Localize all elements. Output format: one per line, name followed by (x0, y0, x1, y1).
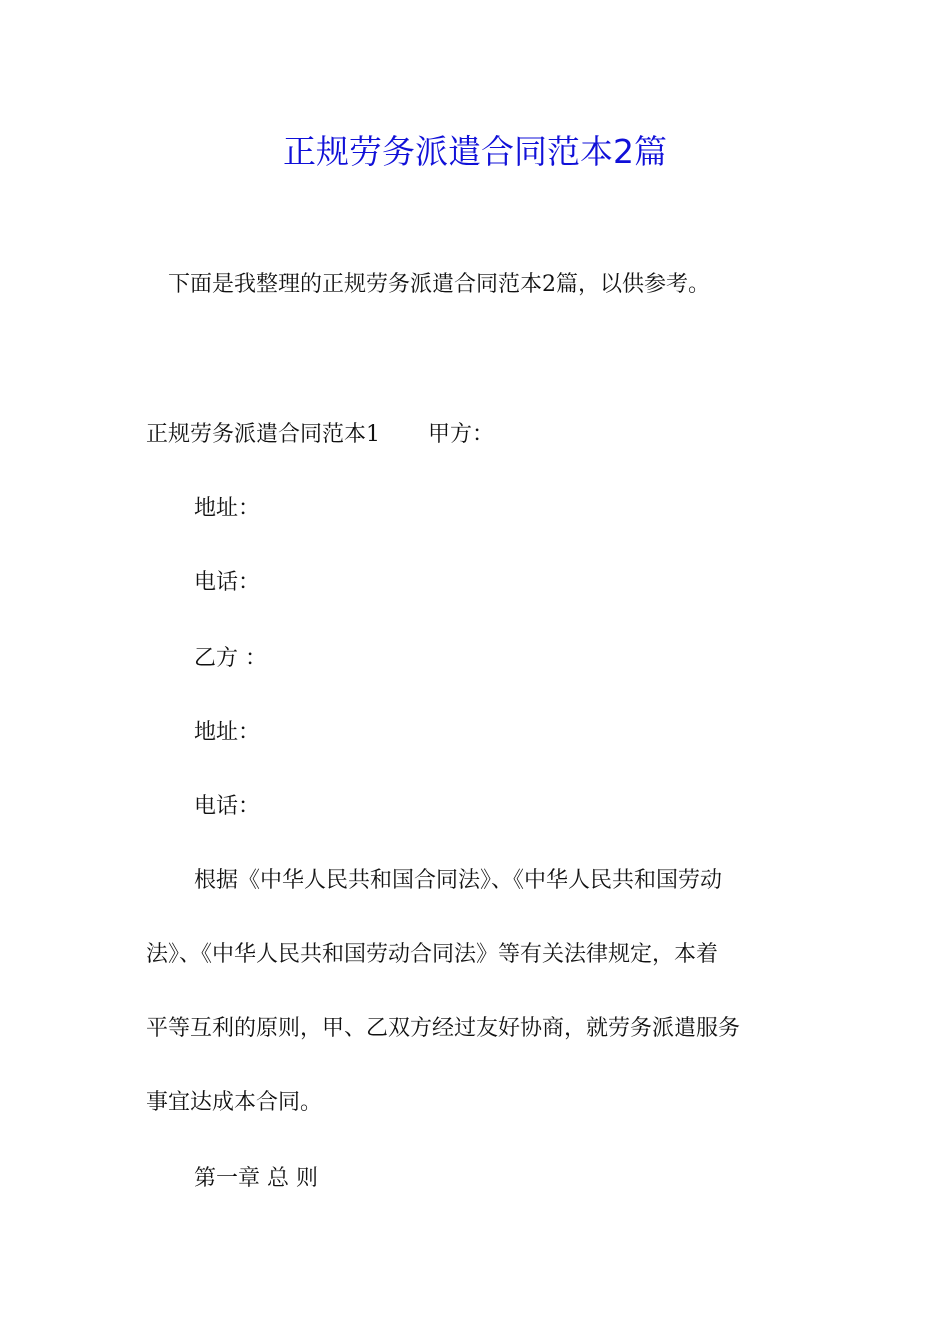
preamble-line: 平等互利的原则，甲、乙双方经过友好协商，就劳务派遣服务 (146, 1016, 741, 1041)
party-a-phone: 电话： (194, 570, 261, 595)
document-title: 正规劳务派遣合同范本2篇 (283, 132, 667, 171)
party-a-address: 地址： (194, 496, 261, 521)
intro-paragraph: 下面是我整理的正规劳务派遣合同范本2篇，以供参考。 (168, 272, 710, 297)
preamble-line: 法》、《中华人民共和国劳动合同法》等有关法律规定，本着 (146, 942, 719, 967)
section-heading: 正规劳务派遣合同范本1 (146, 422, 380, 447)
party-a-label: 甲方： (428, 422, 495, 447)
party-b-address: 地址： (194, 720, 261, 745)
preamble-line: 事宜达成本合同。 (146, 1090, 323, 1115)
chapter-heading: 第一章 总 则 (194, 1166, 318, 1191)
section-heading-row (146, 420, 494, 450)
preamble-paragraph (146, 866, 806, 1162)
party-b-label: 乙方 ： (194, 646, 267, 671)
party-b-phone: 电话： (194, 794, 261, 819)
preamble-line: 根据《中华人民共和国合同法》、《中华人民共和国劳动 (194, 868, 723, 893)
